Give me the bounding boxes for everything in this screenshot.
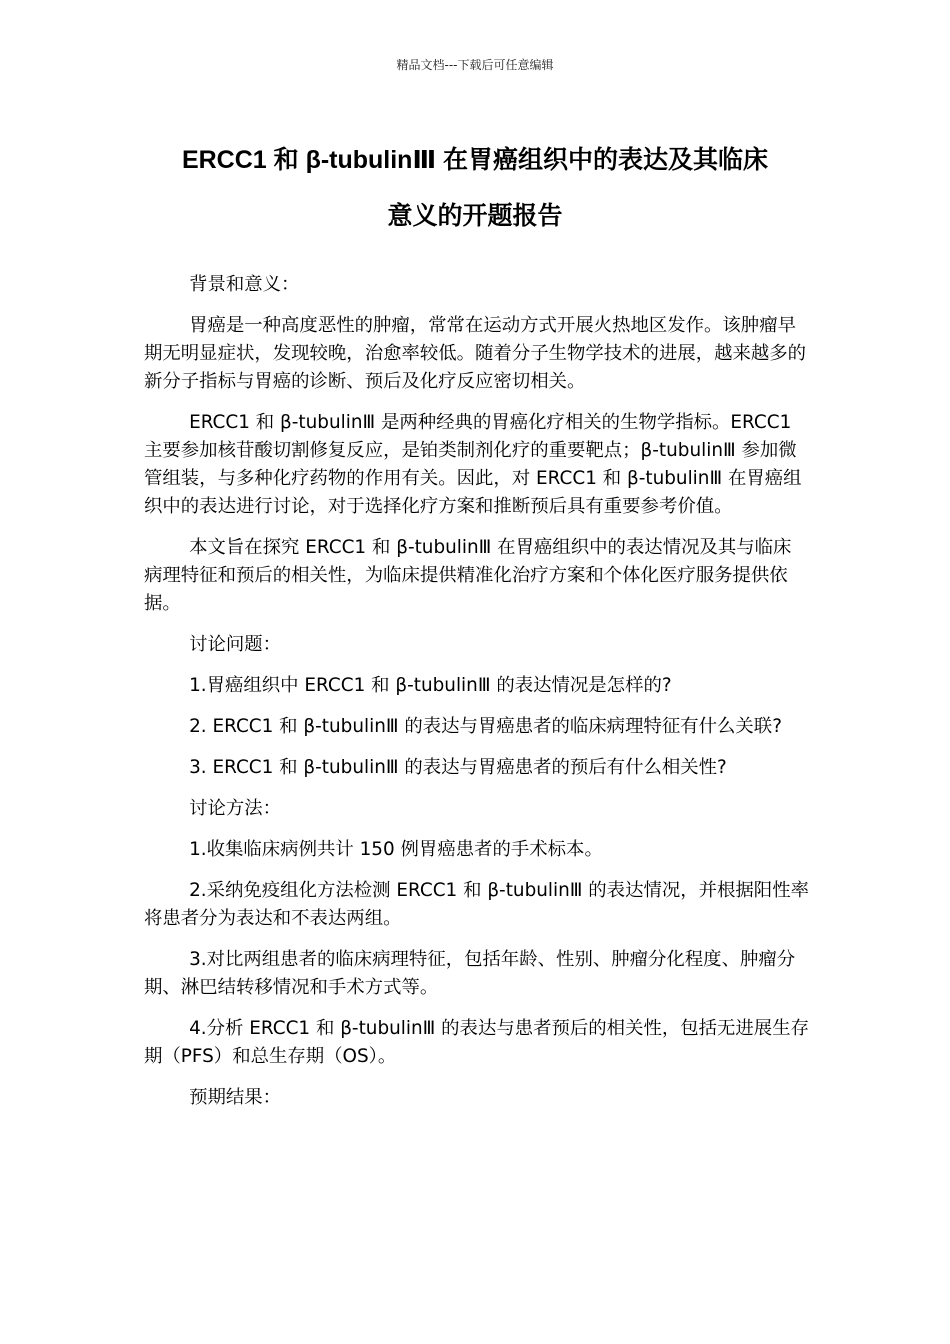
title-line-2: 意义的开题报告: [387, 202, 563, 230]
document-title: [140, 132, 810, 244]
paragraph-markers: ERCC1 和 β-tubulinⅢ 是两种经典的胃癌化疗相关的生物学指标。ERCC1 主要参加核苷酸切割修复反应，是铂类制剂化疗的重要靶点；β-tubulinⅢ 参加微管组装，与多种化疗药物的作用有关。因此，对 ERCC1 和 β-tubulinⅢ 在胃癌组织中的表达进行讨论，对于选择化疗方案和推断预后具有重要参考价值。: [144, 412, 802, 517]
method-item-2: 2.采纳免疫组化方法检测 ERCC1 和 β-tubulinⅢ 的表达情况，并根据阳性率将患者分为表达和不表达两组。: [144, 880, 809, 929]
method-item-1: 1.收集临床病例共计 150 例胃癌患者的手术标本。: [189, 839, 603, 860]
document-body: [144, 271, 809, 1125]
question-item-1: 1.胃癌组织中 ERCC1 和 β-tubulinⅢ 的表达情况是怎样的?: [189, 675, 672, 696]
paragraph-aim: 本文旨在探究 ERCC1 和 β-tubulinⅢ 在胃癌组织中的表达情况及其与临床病理特征和预后的相关性，为临床提供精准化治疗方案和个体化医疗服务提供依据。: [144, 537, 792, 614]
method-item-4: 4.分析 ERCC1 和 β-tubulinⅢ 的表达与患者预后的相关性，包括无进展生存期（PFS）和总生存期（OS）。: [144, 1018, 809, 1067]
title-line-1: ERCC1 和 β-tubulinⅢ 在胃癌组织中的表达及其临床: [181, 146, 769, 174]
paragraph-background: 胃癌是一种高度恶性的肿瘤，常常在运动方式开展火热地区发作。该肿瘤早期无明显症状，发现较晚，治愈率较低。随着分子生物学技术的进展，越来越多的新分子指标与胃癌的诊断、预后及化疗反应密切相关。: [144, 315, 807, 392]
section-heading-questions: 讨论问题：: [189, 634, 282, 655]
section-heading-expected-results: 预期结果：: [189, 1087, 282, 1108]
question-item-2: 2. ERCC1 和 β-tubulinⅢ 的表达与胃癌患者的临床病理特征有什么关联?: [189, 716, 782, 737]
section-heading-background: 背景和意义：: [189, 274, 300, 295]
section-heading-methods: 讨论方法：: [189, 798, 282, 819]
page-header: 精品文档---下载后可任意编辑: [396, 58, 554, 72]
question-item-3: 3. ERCC1 和 β-tubulinⅢ 的表达与胃癌患者的预后有什么相关性?: [189, 757, 727, 778]
method-item-3: 3.对比两组患者的临床病理特征，包括年龄、性别、肿瘤分化程度、肿瘤分期、淋巴结转移情况和手术方式等。: [144, 949, 796, 998]
